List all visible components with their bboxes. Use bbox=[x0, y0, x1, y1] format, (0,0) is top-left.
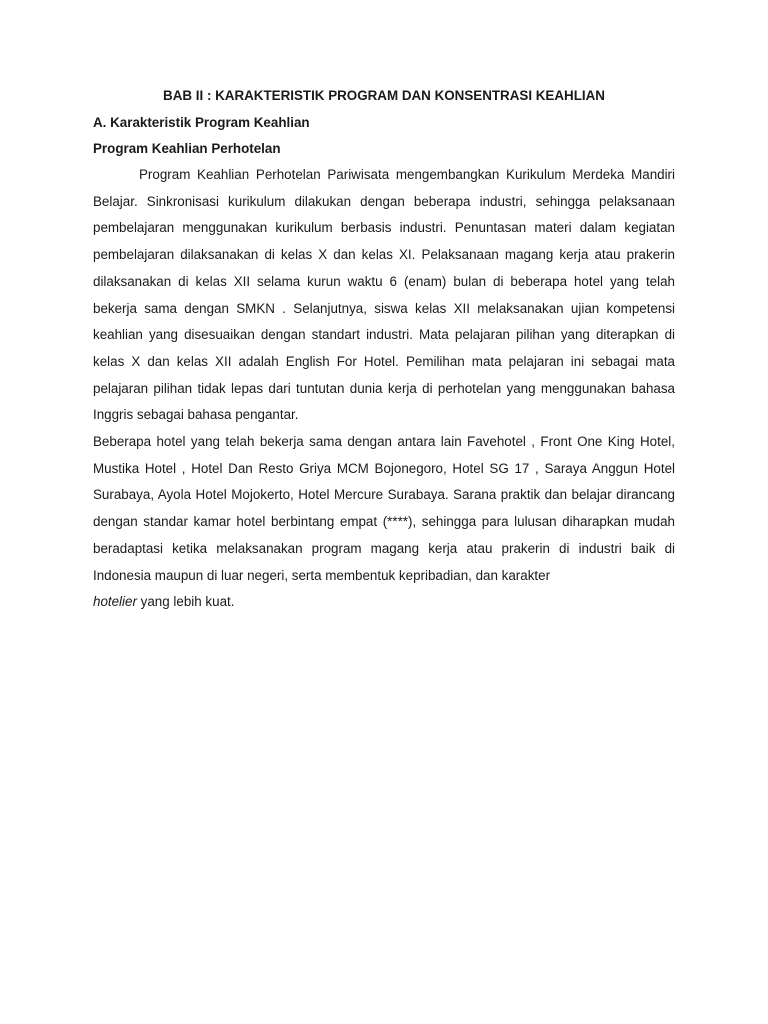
subsection-heading: Program Keahlian Perhotelan bbox=[93, 141, 281, 156]
paragraph-2-end: yang lebih kuat. bbox=[140, 594, 235, 610]
paragraph-2-main: Beberapa hotel yang telah bekerja sama dengan antara lain Favehotel , Front One King Hotel, Mustika Hotel , Hotel Dan Resto Griya MCM Bojonegoro, Hotel SG 17 , Saraya Anggun Hotel Surabaya, Ayola Hotel Mojokerto, Hotel Mercure Surabaya. Sarana praktik dan belajar dirancang dengan standar kamar hotel berbintang empat (****), sehingga para lulusan diharapkan mudah beradaptasi ketika melaksanakan program magang kerja atau prakerin di industri baik di Indonesia maupun di luar negeri, serta membentuk kepribadian, dan karakter bbox=[93, 434, 675, 583]
section-heading: A. Karakteristik Program Keahlian bbox=[93, 115, 310, 130]
paragraph-2-italic: hotelier bbox=[93, 594, 137, 610]
paragraph-2 bbox=[93, 429, 675, 616]
paragraph-1: Program Keahlian Perhotelan Pariwisata mengembangkan Kurikulum Merdeka Mandiri Belajar. Sinkronisasi kurikulum dilakukan dengan beberapa industri, sehingga pelaksanaan pembelajaran menggunakan kurikulum berbasis industri. Penuntasan materi dalam kegiatan pembelajaran dilaksanakan di kelas X dan kelas XI. Pelaksanaan magang kerja atau prakerin dilaksanakan di kelas XII selama kurun waktu 6 (enam) bulan di beberapa hotel yang telah bekerja sama dengan SMKN . Selanjutnya, siswa kelas XII melaksanakan ujian kompetensi keahlian yang disesuaikan dengan standart industri. Mata pelajaran pilihan yang diterapkan di kelas X dan kelas XII adalah English For Hotel. Pemilihan mata pelajaran ini sebagai mata pelajaran pilihan tidak lepas dari tuntutan dunia kerja di perhotelan yang menggunakan bahasa Inggris sebagai bahasa pengantar. bbox=[93, 167, 675, 423]
document-page bbox=[93, 86, 675, 616]
chapter-title: BAB II : KARAKTERISTIK PROGRAM DAN KONSENTRASI KEAHLIAN bbox=[163, 88, 605, 103]
